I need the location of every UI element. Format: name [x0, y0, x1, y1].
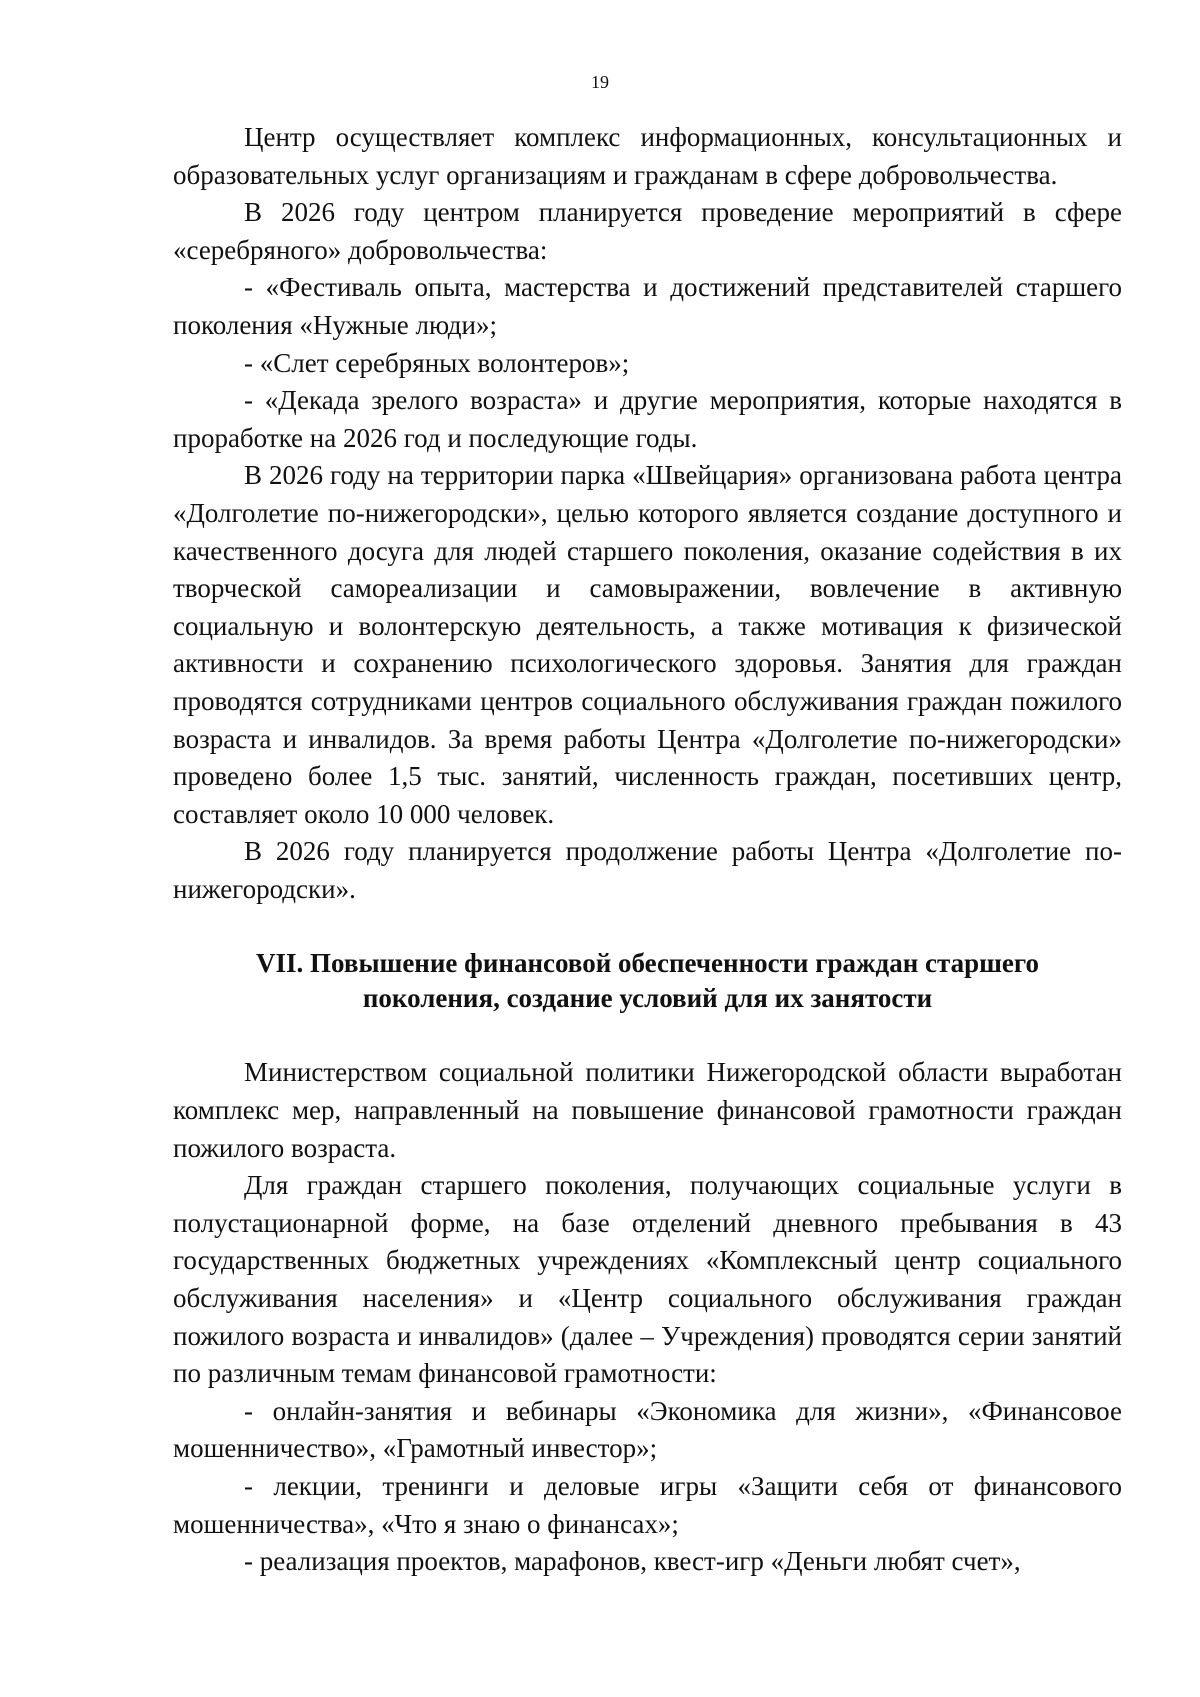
paragraph: В 2026 году на территории парка «Швейцария» организована работа центра «Долголетие по-нижегородски», целью которого является создание доступного и качественного досуга для людей старшего поколения, оказание содействия в их творческой самореализации и самовыражении, вовлечение в активную социальную и волонтерскую деятельность, а также мотивация к физической активности и сохранению психологического здоровья. Занятия для граждан проводятся сотрудниками центров социального обслуживания граждан пожилого возраста и инвалидов. За время работы Центра «Долголетие по-нижегородски» проведено более 1,5 тыс. занятий, численность граждан, посетивших центр, составляет около 10 000 человек. — [173, 460, 1122, 829]
paragraph: Для граждан старшего поколения, получающих социальные услуги в полустационарной форме, на базе отделений дневного пребывания в 43 государственных бюджетных учреждениях «Комплексный центр социального обслуживания населения» и «Центр социального обслуживания граждан пожилого возраста и инвалидов» (далее – Учреждения) проводятся серии занятий по различным темам финансовой грамотности: — [173, 1170, 1122, 1389]
paragraph: Министерством социальной политики Нижегородской области выработан комплекс мер, направленный на повышение финансовой грамотности граждан пожилого возраста. — [173, 1057, 1122, 1163]
list-item: - «Слет серебряных волонтеров»; — [244, 347, 630, 378]
page-number: 19 — [591, 72, 609, 92]
list-item: - лекции, тренинги и деловые игры «Защити себя от финансового мошенничества», «Что я знаю о финансах»; — [173, 1471, 1122, 1539]
document-body — [173, 119, 1122, 1581]
paragraph: Центр осуществляет комплекс информационных, консультационных и образовательных услуг организациям и гражданам в сфере добровольчества. — [173, 122, 1122, 190]
section-heading-line: поколения, создание условий для их занятости — [362, 983, 933, 1014]
paragraph: В 2026 году центром планируется проведение мероприятий в сфере «серебряного» добровольчества: — [173, 197, 1122, 265]
section-heading-line: VII. Повышение финансовой обеспеченности граждан старшего — [256, 948, 1039, 979]
list-item: - реализация проектов, марафонов, квест-игр «Деньги любят счет», — [244, 1546, 1021, 1577]
section-heading — [173, 946, 1122, 1016]
paragraph: В 2026 году планируется продолжение работы Центра «Долголетие по-нижегородски». — [173, 836, 1122, 904]
list-item: - онлайн-занятия и вебинары «Экономика для жизни», «Финансовое мошенничество», «Грамотный инвестор»; — [173, 1395, 1122, 1464]
list-item: - «Декада зрелого возраста» и другие мероприятия, которые находятся в проработке на 2026 год и последующие годы. — [173, 385, 1122, 453]
list-item: - «Фестиваль опыта, мастерства и достижений представителей старшего поколения «Нужные люди»; — [173, 272, 1122, 340]
